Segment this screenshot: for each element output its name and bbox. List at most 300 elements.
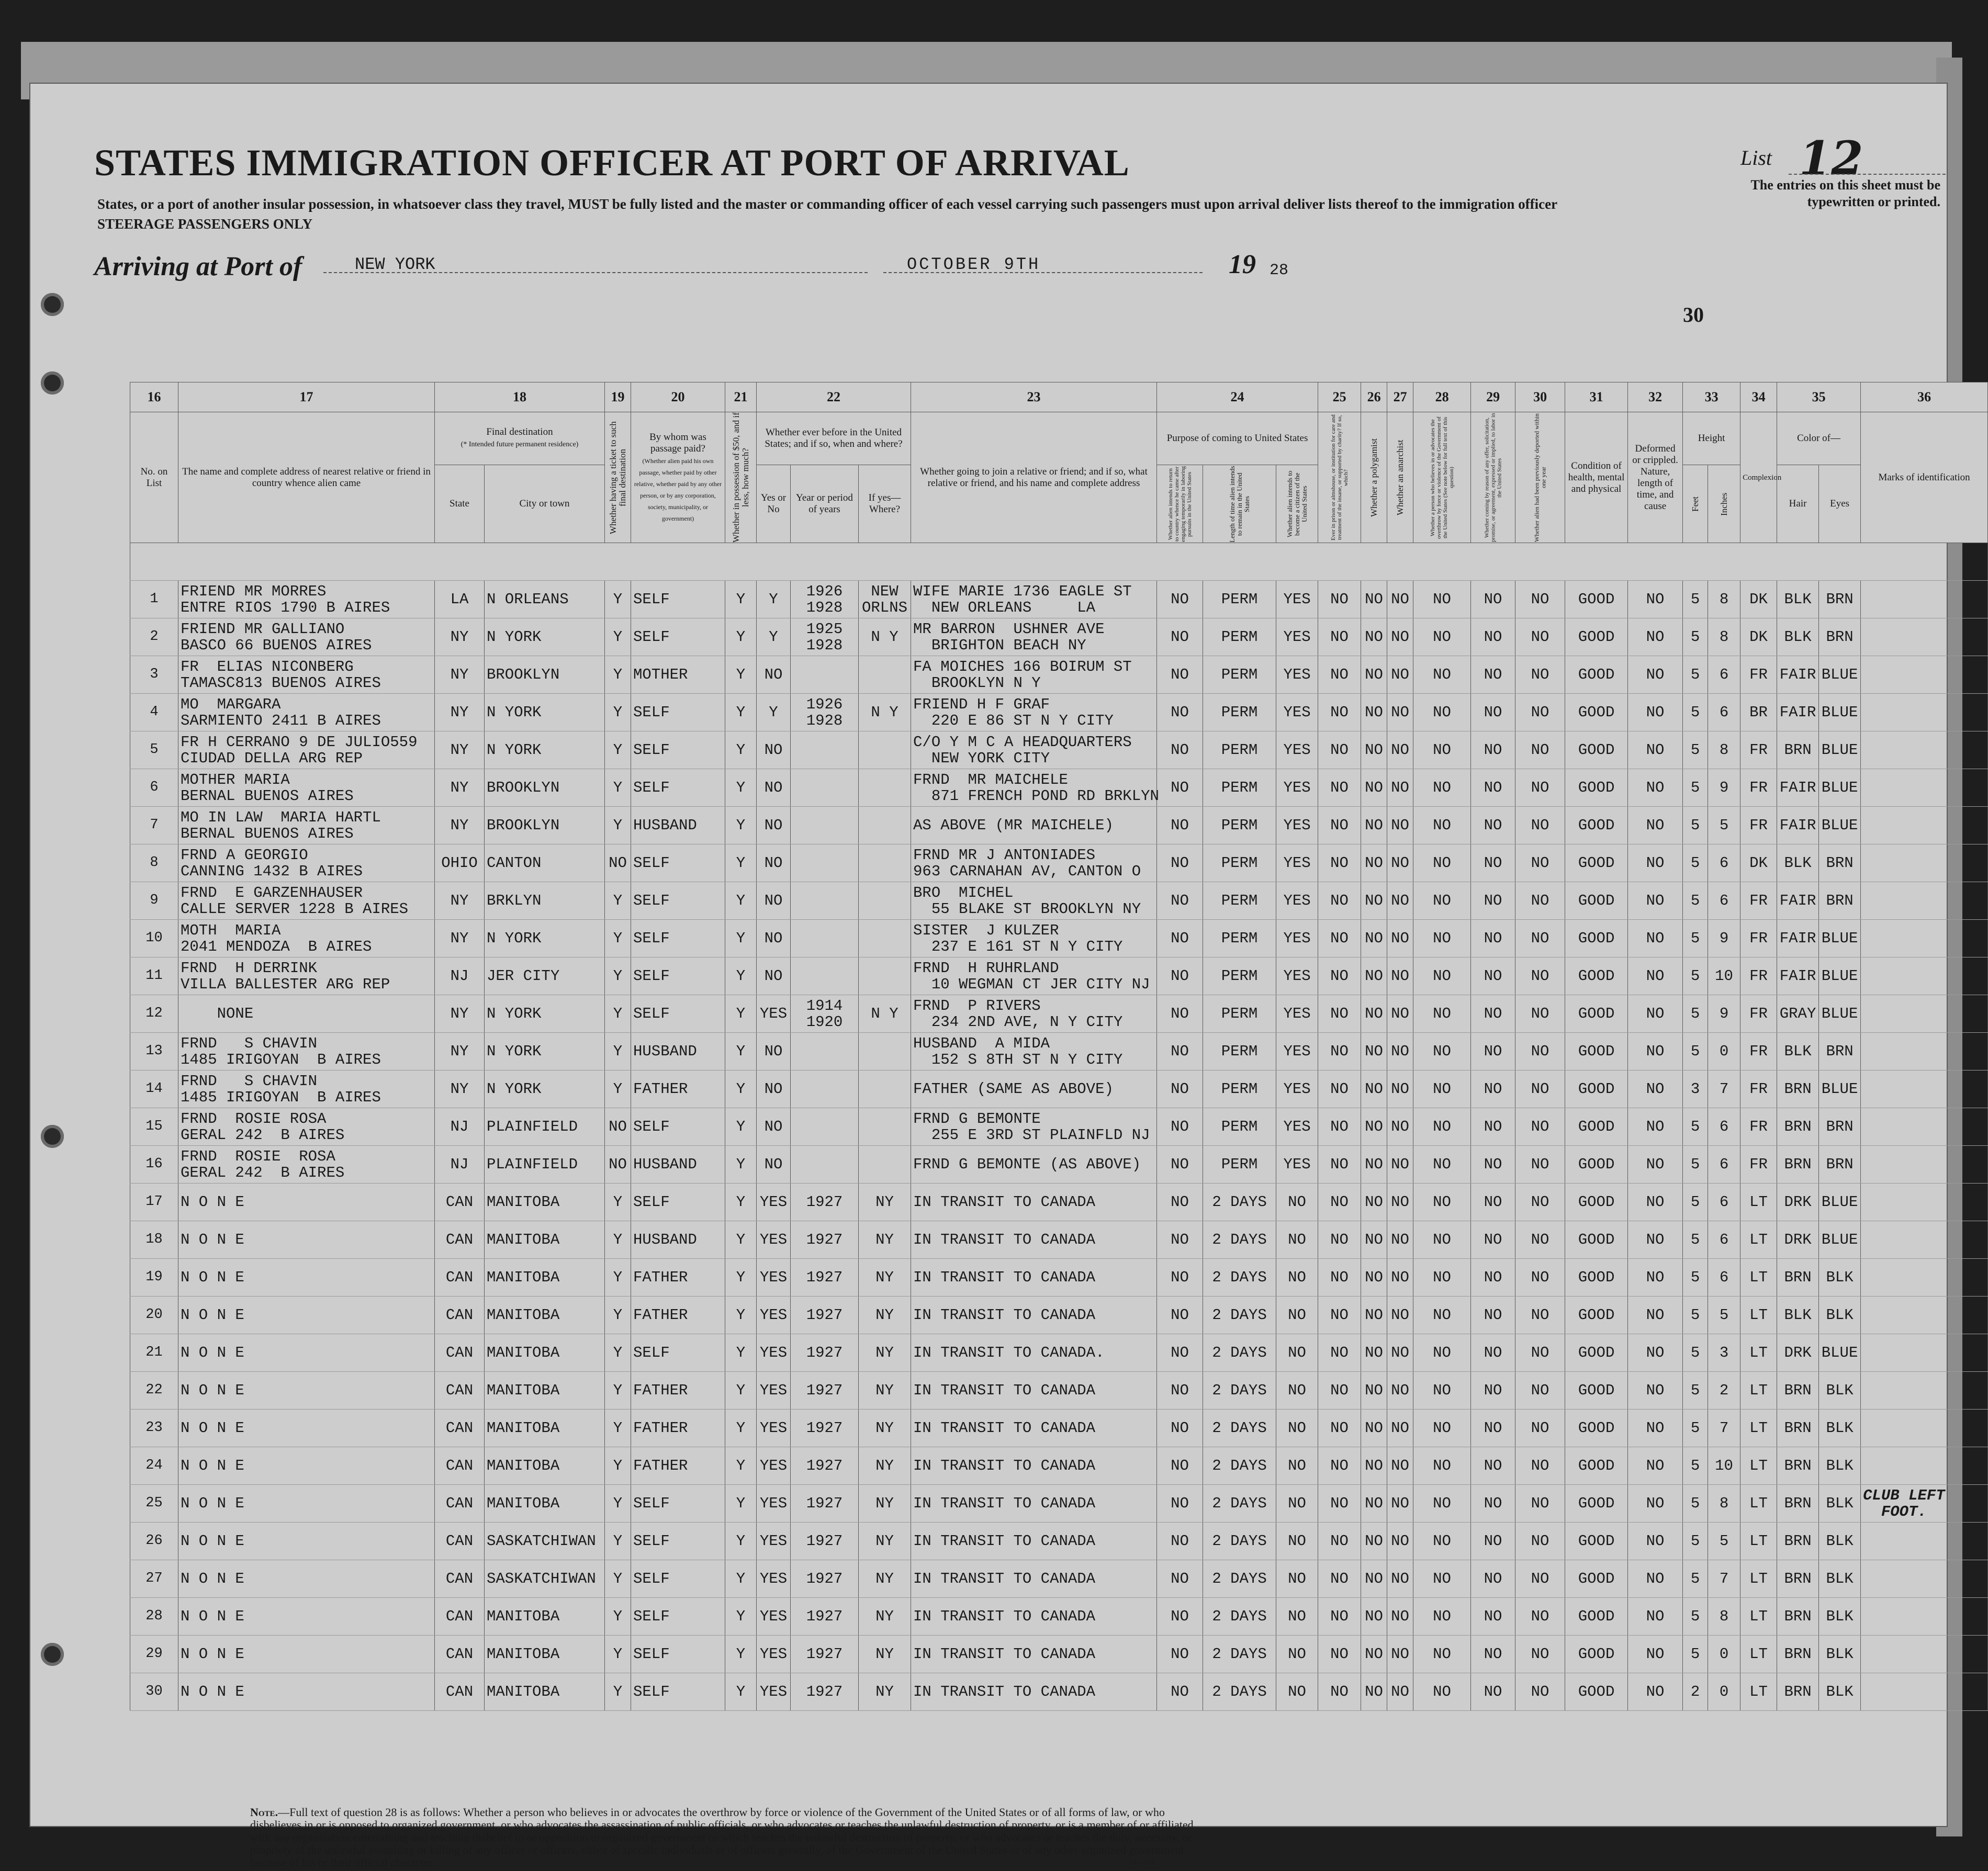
column-number: 31: [1565, 382, 1628, 412]
hair-cell: FAIR: [1777, 957, 1819, 995]
q29-cell: NO: [1471, 1184, 1515, 1221]
anarchist-cell: NO: [1387, 1372, 1413, 1410]
complexion-cell: FR: [1740, 1070, 1777, 1108]
ticket-cell: Y: [605, 731, 631, 769]
table-row: [130, 1070, 1988, 1108]
years-cell: 1926 1928: [791, 581, 859, 618]
table-row: [130, 1221, 1988, 1259]
purpose-return-cell: NO: [1157, 1146, 1203, 1184]
height-feet-cell: 5: [1683, 1523, 1708, 1560]
state-cell: CAN: [435, 1259, 485, 1297]
q28-cell: NO: [1413, 1070, 1471, 1108]
purpose-length-cell: PERM: [1203, 807, 1276, 844]
header-q29: Whether coming by reason of any offer, solicitation, promise, or agreement, expressed or implied, to labor in the United States: [1471, 412, 1515, 543]
relative-cell: N O N E: [178, 1523, 435, 1560]
purpose-citizen-cell: YES: [1276, 618, 1318, 656]
row-number: 24: [130, 1447, 178, 1485]
passage-cell: SELF: [631, 694, 725, 731]
before-us-cell: YES: [757, 1372, 791, 1410]
state-cell: CAN: [435, 1485, 485, 1523]
years-cell: 1925 1928: [791, 618, 859, 656]
anarchist-cell: NO: [1387, 581, 1413, 618]
hair-cell: BLK: [1777, 1297, 1819, 1334]
header-where: [859, 465, 911, 543]
q30-cell: NO: [1515, 920, 1565, 957]
q30-cell: NO: [1515, 581, 1565, 618]
height-inches-cell: 5: [1708, 807, 1740, 844]
column-number: 17: [178, 382, 435, 412]
purpose-length-cell: 2 DAYS: [1203, 1334, 1276, 1372]
q29-cell: NO: [1471, 656, 1515, 694]
anarchist-cell: NO: [1387, 1598, 1413, 1636]
joining-cell: IN TRANSIT TO CANADA: [911, 1297, 1157, 1334]
where-cell: [859, 882, 911, 920]
prison-cell: NO: [1318, 1259, 1361, 1297]
q29-cell: NO: [1471, 1410, 1515, 1447]
hair-cell: BRN: [1777, 1560, 1819, 1598]
purpose-return-cell: NO: [1157, 1410, 1203, 1447]
q28-cell: NO: [1413, 1259, 1471, 1297]
purpose-length-cell: PERM: [1203, 995, 1276, 1033]
polygamist-cell: NO: [1361, 1636, 1387, 1673]
header-purpose-citizen: Whether alien intends to become a citizen of the United States: [1276, 465, 1318, 543]
eyes-cell: BRN: [1819, 882, 1861, 920]
polygamist-cell: NO: [1361, 618, 1387, 656]
passage-note: (Whether alien paid his own passage, whether paid by other relative, whether paid by any other person, or by any corporation, society, municipality, or government): [634, 457, 722, 522]
purpose-length-cell: 2 DAYS: [1203, 1221, 1276, 1259]
purpose-return-cell: NO: [1157, 807, 1203, 844]
health-cell: GOOD: [1565, 1297, 1628, 1334]
relative-cell: N O N E: [178, 1447, 435, 1485]
column-number: 16: [130, 382, 178, 412]
years-cell: [791, 1070, 859, 1108]
money-cell: Y: [725, 1184, 757, 1221]
header-yes-no: Yes or No: [757, 465, 791, 543]
state-cell: NJ: [435, 1108, 485, 1146]
marks-cell: CLUB LEFT FOOT.: [1861, 1485, 1988, 1523]
anarchist-cell: NO: [1387, 882, 1413, 920]
money-cell: Y: [725, 1297, 757, 1334]
anarchist-cell: NO: [1387, 694, 1413, 731]
money-cell: Y: [725, 844, 757, 882]
complexion-cell: FR: [1740, 920, 1777, 957]
health-cell: GOOD: [1565, 807, 1628, 844]
where-cell: [859, 920, 911, 957]
polygamist-cell: NO: [1361, 1297, 1387, 1334]
city-cell: MANITOBA: [485, 1410, 605, 1447]
state-cell: CAN: [435, 1560, 485, 1598]
where-cell: NY: [859, 1447, 911, 1485]
purpose-citizen-cell: NO: [1276, 1372, 1318, 1410]
joining-cell: SISTER J KULZER 237 E 161 ST N Y CITY: [911, 920, 1157, 957]
ticket-cell: Y: [605, 957, 631, 995]
purpose-return-cell: NO: [1157, 1297, 1203, 1334]
purpose-return-cell: NO: [1157, 1372, 1203, 1410]
marks-cell: [1861, 1523, 1988, 1560]
city-cell: MANITOBA: [485, 1184, 605, 1221]
hair-cell: BRN: [1777, 1673, 1819, 1711]
q28-cell: NO: [1413, 844, 1471, 882]
purpose-citizen-cell: YES: [1276, 581, 1318, 618]
header-row-1: [130, 412, 1988, 465]
health-cell: GOOD: [1565, 1108, 1628, 1146]
health-cell: GOOD: [1565, 1447, 1628, 1485]
header-joining: Whether going to join a relative or friend; and if so, what relative or friend, and his name and complete address: [911, 412, 1157, 543]
hair-cell: FAIR: [1777, 694, 1819, 731]
row-number: 15: [130, 1108, 178, 1146]
where-cell: NY: [859, 1259, 911, 1297]
height-feet-cell: 5: [1683, 1259, 1708, 1297]
q30-cell: NO: [1515, 1560, 1565, 1598]
before-us-cell: YES: [757, 1297, 791, 1334]
header-final-destination: [435, 412, 605, 465]
eyes-cell: BLUE: [1819, 1334, 1861, 1372]
ticket-cell: Y: [605, 1485, 631, 1523]
money-cell: Y: [725, 1560, 757, 1598]
purpose-length-cell: PERM: [1203, 1146, 1276, 1184]
purpose-return-cell: NO: [1157, 1485, 1203, 1523]
where-cell: [859, 807, 911, 844]
table-row: [130, 1372, 1988, 1410]
passage-cell: SELF: [631, 844, 725, 882]
prison-cell: NO: [1318, 769, 1361, 807]
prison-cell: NO: [1318, 844, 1361, 882]
health-cell: GOOD: [1565, 844, 1628, 882]
health-cell: GOOD: [1565, 957, 1628, 995]
where-cell: NY: [859, 1598, 911, 1636]
purpose-return-cell: NO: [1157, 618, 1203, 656]
money-cell: Y: [725, 1259, 757, 1297]
deformed-cell: NO: [1628, 995, 1683, 1033]
height-feet-cell: 5: [1683, 1598, 1708, 1636]
complexion-cell: FR: [1740, 1146, 1777, 1184]
before-us-cell: YES: [757, 1636, 791, 1673]
q30-cell: NO: [1515, 882, 1565, 920]
where-cell: NY: [859, 1410, 911, 1447]
years-cell: [791, 844, 859, 882]
purpose-citizen-cell: NO: [1276, 1297, 1318, 1334]
eyes-cell: BLK: [1819, 1447, 1861, 1485]
hair-cell: FAIR: [1777, 920, 1819, 957]
height-inches-cell: 8: [1708, 1485, 1740, 1523]
relative-cell: FRND S CHAVIN 1485 IRIGOYAN B AIRES: [178, 1070, 435, 1108]
q29-cell: NO: [1471, 1033, 1515, 1070]
purpose-citizen-cell: NO: [1276, 1485, 1318, 1523]
state-cell: NY: [435, 882, 485, 920]
header-state: State: [435, 465, 485, 543]
table-row: [130, 844, 1988, 882]
before-us-cell: YES: [757, 1673, 791, 1711]
marks-cell: [1861, 1297, 1988, 1334]
row-number: 27: [130, 1560, 178, 1598]
ticket-cell: Y: [605, 656, 631, 694]
q28-cell: NO: [1413, 1221, 1471, 1259]
where-cell: NY: [859, 1523, 911, 1560]
header-anarchist: Whether an anarchist: [1387, 412, 1413, 543]
health-cell: GOOD: [1565, 618, 1628, 656]
q30-cell: NO: [1515, 1523, 1565, 1560]
table-row: [130, 1410, 1988, 1447]
joining-cell: BRO MICHEL 55 BLAKE ST BROOKLYN NY: [911, 882, 1157, 920]
eyes-cell: BLK: [1819, 1372, 1861, 1410]
anarchist-cell: NO: [1387, 1297, 1413, 1334]
manifest-table: [130, 382, 1988, 1711]
year-suffix: 28: [1270, 262, 1289, 279]
joining-cell: IN TRANSIT TO CANADA: [911, 1673, 1157, 1711]
where-cell: NY: [859, 1636, 911, 1673]
polygamist-cell: NO: [1361, 1598, 1387, 1636]
years-cell: 1927: [791, 1636, 859, 1673]
purpose-citizen-cell: NO: [1276, 1598, 1318, 1636]
purpose-length-cell: 2 DAYS: [1203, 1673, 1276, 1711]
height-feet-cell: 5: [1683, 1560, 1708, 1598]
relative-cell: N O N E: [178, 1372, 435, 1410]
purpose-citizen-cell: YES: [1276, 957, 1318, 995]
column-number: 23: [911, 382, 1157, 412]
table-row: [130, 882, 1988, 920]
years-cell: [791, 1146, 859, 1184]
polygamist-cell: NO: [1361, 1334, 1387, 1372]
height-feet-cell: 5: [1683, 1636, 1708, 1673]
q30-cell: NO: [1515, 694, 1565, 731]
purpose-return-cell: NO: [1157, 1184, 1203, 1221]
height-feet-cell: 5: [1683, 882, 1708, 920]
q28-cell: NO: [1413, 1523, 1471, 1560]
table-row: [130, 694, 1988, 731]
years-cell: [791, 807, 859, 844]
marks-cell: [1861, 731, 1988, 769]
row-number: 18: [130, 1221, 178, 1259]
where-cell: [859, 1108, 911, 1146]
table-row: [130, 920, 1988, 957]
manifest-rows: [130, 543, 1988, 1711]
polygamist-cell: NO: [1361, 957, 1387, 995]
passage-cell: FATHER: [631, 1447, 725, 1485]
hair-cell: BRN: [1777, 1485, 1819, 1523]
anarchist-cell: NO: [1387, 1108, 1413, 1146]
city-cell: N YORK: [485, 694, 605, 731]
hair-cell: GRAY: [1777, 995, 1819, 1033]
city-cell: N YORK: [485, 920, 605, 957]
height-inches-cell: 6: [1708, 1221, 1740, 1259]
ticket-cell: Y: [605, 1410, 631, 1447]
years-cell: [791, 882, 859, 920]
q28-cell: NO: [1413, 731, 1471, 769]
ticket-cell: Y: [605, 1070, 631, 1108]
row-number: 10: [130, 920, 178, 957]
prison-cell: NO: [1318, 1334, 1361, 1372]
years-cell: 1927: [791, 1334, 859, 1372]
height-inches-cell: 6: [1708, 1146, 1740, 1184]
binder-hole: [41, 1125, 64, 1148]
years-cell: 1927: [791, 1673, 859, 1711]
list-underline: [1789, 174, 1946, 175]
city-cell: N YORK: [485, 995, 605, 1033]
deformed-cell: NO: [1628, 1070, 1683, 1108]
q30-cell: NO: [1515, 807, 1565, 844]
eyes-cell: BLUE: [1819, 1184, 1861, 1221]
relative-cell: FRIEND MR GALLIANO BASCO 66 BUENOS AIRES: [178, 618, 435, 656]
purpose-return-cell: NO: [1157, 1334, 1203, 1372]
relative-cell: N O N E: [178, 1221, 435, 1259]
row-number: 13: [130, 1033, 178, 1070]
table-row: [130, 1146, 1988, 1184]
q29-cell: NO: [1471, 1673, 1515, 1711]
purpose-citizen-cell: YES: [1276, 1146, 1318, 1184]
relative-cell: MO IN LAW MARIA HARTL BERNAL BUENOS AIRES: [178, 807, 435, 844]
deformed-cell: NO: [1628, 1560, 1683, 1598]
where-cell: NY: [859, 1184, 911, 1221]
hair-cell: BRN: [1777, 1372, 1819, 1410]
marks-cell: [1861, 882, 1988, 920]
column-number: 30: [1515, 382, 1565, 412]
health-cell: GOOD: [1565, 1334, 1628, 1372]
relative-cell: N O N E: [178, 1297, 435, 1334]
where-cell: NY: [859, 1334, 911, 1372]
years-cell: 1927: [791, 1447, 859, 1485]
q28-cell: NO: [1413, 995, 1471, 1033]
deformed-cell: NO: [1628, 1259, 1683, 1297]
q28-cell: NO: [1413, 1146, 1471, 1184]
header-prison: Ever in prison or almshouse, or institution for care and treatment of the insane, or supported by charity? If so, which?: [1318, 412, 1361, 543]
purpose-citizen-cell: YES: [1276, 769, 1318, 807]
purpose-return-cell: NO: [1157, 1221, 1203, 1259]
health-cell: GOOD: [1565, 1636, 1628, 1673]
height-feet-cell: 5: [1683, 844, 1708, 882]
marks-cell: [1861, 844, 1988, 882]
passage-label: By whom was passage paid?: [649, 431, 706, 454]
complexion-cell: LT: [1740, 1560, 1777, 1598]
polygamist-cell: NO: [1361, 920, 1387, 957]
health-cell: GOOD: [1565, 769, 1628, 807]
money-cell: Y: [725, 1070, 757, 1108]
ticket-cell: NO: [605, 1108, 631, 1146]
header-ticket: Whether having a ticket to such final destination: [605, 412, 631, 543]
where-cell: NY: [859, 1560, 911, 1598]
height-feet-cell: 5: [1683, 618, 1708, 656]
q28-cell: NO: [1413, 1184, 1471, 1221]
eyes-cell: BLUE: [1819, 769, 1861, 807]
polygamist-cell: NO: [1361, 656, 1387, 694]
city-cell: MANITOBA: [485, 1259, 605, 1297]
marks-cell: [1861, 769, 1988, 807]
prison-cell: NO: [1318, 1523, 1361, 1560]
row-number: 23: [130, 1410, 178, 1447]
q28-cell: NO: [1413, 769, 1471, 807]
q28-cell: NO: [1413, 1447, 1471, 1485]
anarchist-cell: NO: [1387, 1033, 1413, 1070]
q28-cell: NO: [1413, 1560, 1471, 1598]
height-feet-cell: 5: [1683, 1410, 1708, 1447]
column-number: 20: [631, 382, 725, 412]
table-row: [130, 1184, 1988, 1221]
purpose-length-cell: PERM: [1203, 618, 1276, 656]
marks-cell: [1861, 920, 1988, 957]
marks-cell: [1861, 581, 1988, 618]
city-cell: MANITOBA: [485, 1447, 605, 1485]
ticket-cell: Y: [605, 1184, 631, 1221]
health-cell: GOOD: [1565, 882, 1628, 920]
deformed-cell: NO: [1628, 1598, 1683, 1636]
height-feet-cell: 5: [1683, 1033, 1708, 1070]
purpose-return-cell: NO: [1157, 1033, 1203, 1070]
complexion-cell: LT: [1740, 1523, 1777, 1560]
passage-cell: SELF: [631, 1598, 725, 1636]
joining-cell: WIFE MARIE 1736 EAGLE ST NEW ORLEANS LA: [911, 581, 1157, 618]
polygamist-cell: NO: [1361, 1146, 1387, 1184]
money-cell: Y: [725, 1598, 757, 1636]
where-cell: [859, 1146, 911, 1184]
table-row: [130, 995, 1988, 1033]
relative-cell: NONE: [178, 995, 435, 1033]
prison-cell: NO: [1318, 1184, 1361, 1221]
anarchist-cell: NO: [1387, 1146, 1413, 1184]
header-passage: [631, 412, 725, 543]
before-us-cell: NO: [757, 1070, 791, 1108]
marks-cell: [1861, 995, 1988, 1033]
money-cell: Y: [725, 882, 757, 920]
prison-cell: NO: [1318, 581, 1361, 618]
complexion-cell: FR: [1740, 882, 1777, 920]
table-row: [130, 1636, 1988, 1673]
money-cell: Y: [725, 1447, 757, 1485]
purpose-length-cell: 2 DAYS: [1203, 1410, 1276, 1447]
deformed-cell: NO: [1628, 1372, 1683, 1410]
table-row: [130, 1447, 1988, 1485]
purpose-return-cell: NO: [1157, 1070, 1203, 1108]
column-number: 21: [725, 382, 757, 412]
state-cell: NY: [435, 694, 485, 731]
deformed-cell: NO: [1628, 1146, 1683, 1184]
years-cell: 1927: [791, 1372, 859, 1410]
ticket-cell: Y: [605, 1221, 631, 1259]
passage-cell: FATHER: [631, 1297, 725, 1334]
table-row: [130, 807, 1988, 844]
header-city: City or town: [485, 465, 605, 543]
health-cell: GOOD: [1565, 1560, 1628, 1598]
where-cell: N Y: [859, 618, 911, 656]
where-cell: [859, 656, 911, 694]
column-number-row: [130, 382, 1988, 412]
hair-cell: BRN: [1777, 1108, 1819, 1146]
purpose-return-cell: NO: [1157, 1523, 1203, 1560]
table-row: [130, 1560, 1988, 1598]
q28-cell: NO: [1413, 1033, 1471, 1070]
joining-cell: IN TRANSIT TO CANADA.: [911, 1334, 1157, 1372]
q29-cell: NO: [1471, 769, 1515, 807]
city-cell: N ORLEANS: [485, 581, 605, 618]
prison-cell: NO: [1318, 1221, 1361, 1259]
q28-cell: NO: [1413, 618, 1471, 656]
header-marks: Marks of identification: [1861, 412, 1988, 543]
q30-cell: NO: [1515, 1636, 1565, 1673]
q30-cell: NO: [1515, 1598, 1565, 1636]
purpose-length-cell: PERM: [1203, 1070, 1276, 1108]
q29-cell: NO: [1471, 1447, 1515, 1485]
height-feet-cell: 5: [1683, 995, 1708, 1033]
header-q28: Whether a person who believes in or advocates the overthrow by force or violence of the Government of the United States (See note below for full text of this question): [1413, 412, 1471, 543]
height-inches-cell: 6: [1708, 1259, 1740, 1297]
height-inches-cell: 9: [1708, 995, 1740, 1033]
complexion-cell: FR: [1740, 1108, 1777, 1146]
q29-cell: NO: [1471, 581, 1515, 618]
passage-cell: SELF: [631, 1523, 725, 1560]
city-cell: N YORK: [485, 1070, 605, 1108]
relative-cell: MO MARGARA SARMIENTO 2411 B AIRES: [178, 694, 435, 731]
marks-cell: [1861, 1372, 1988, 1410]
joining-cell: IN TRANSIT TO CANADA: [911, 1636, 1157, 1673]
polygamist-cell: NO: [1361, 1070, 1387, 1108]
